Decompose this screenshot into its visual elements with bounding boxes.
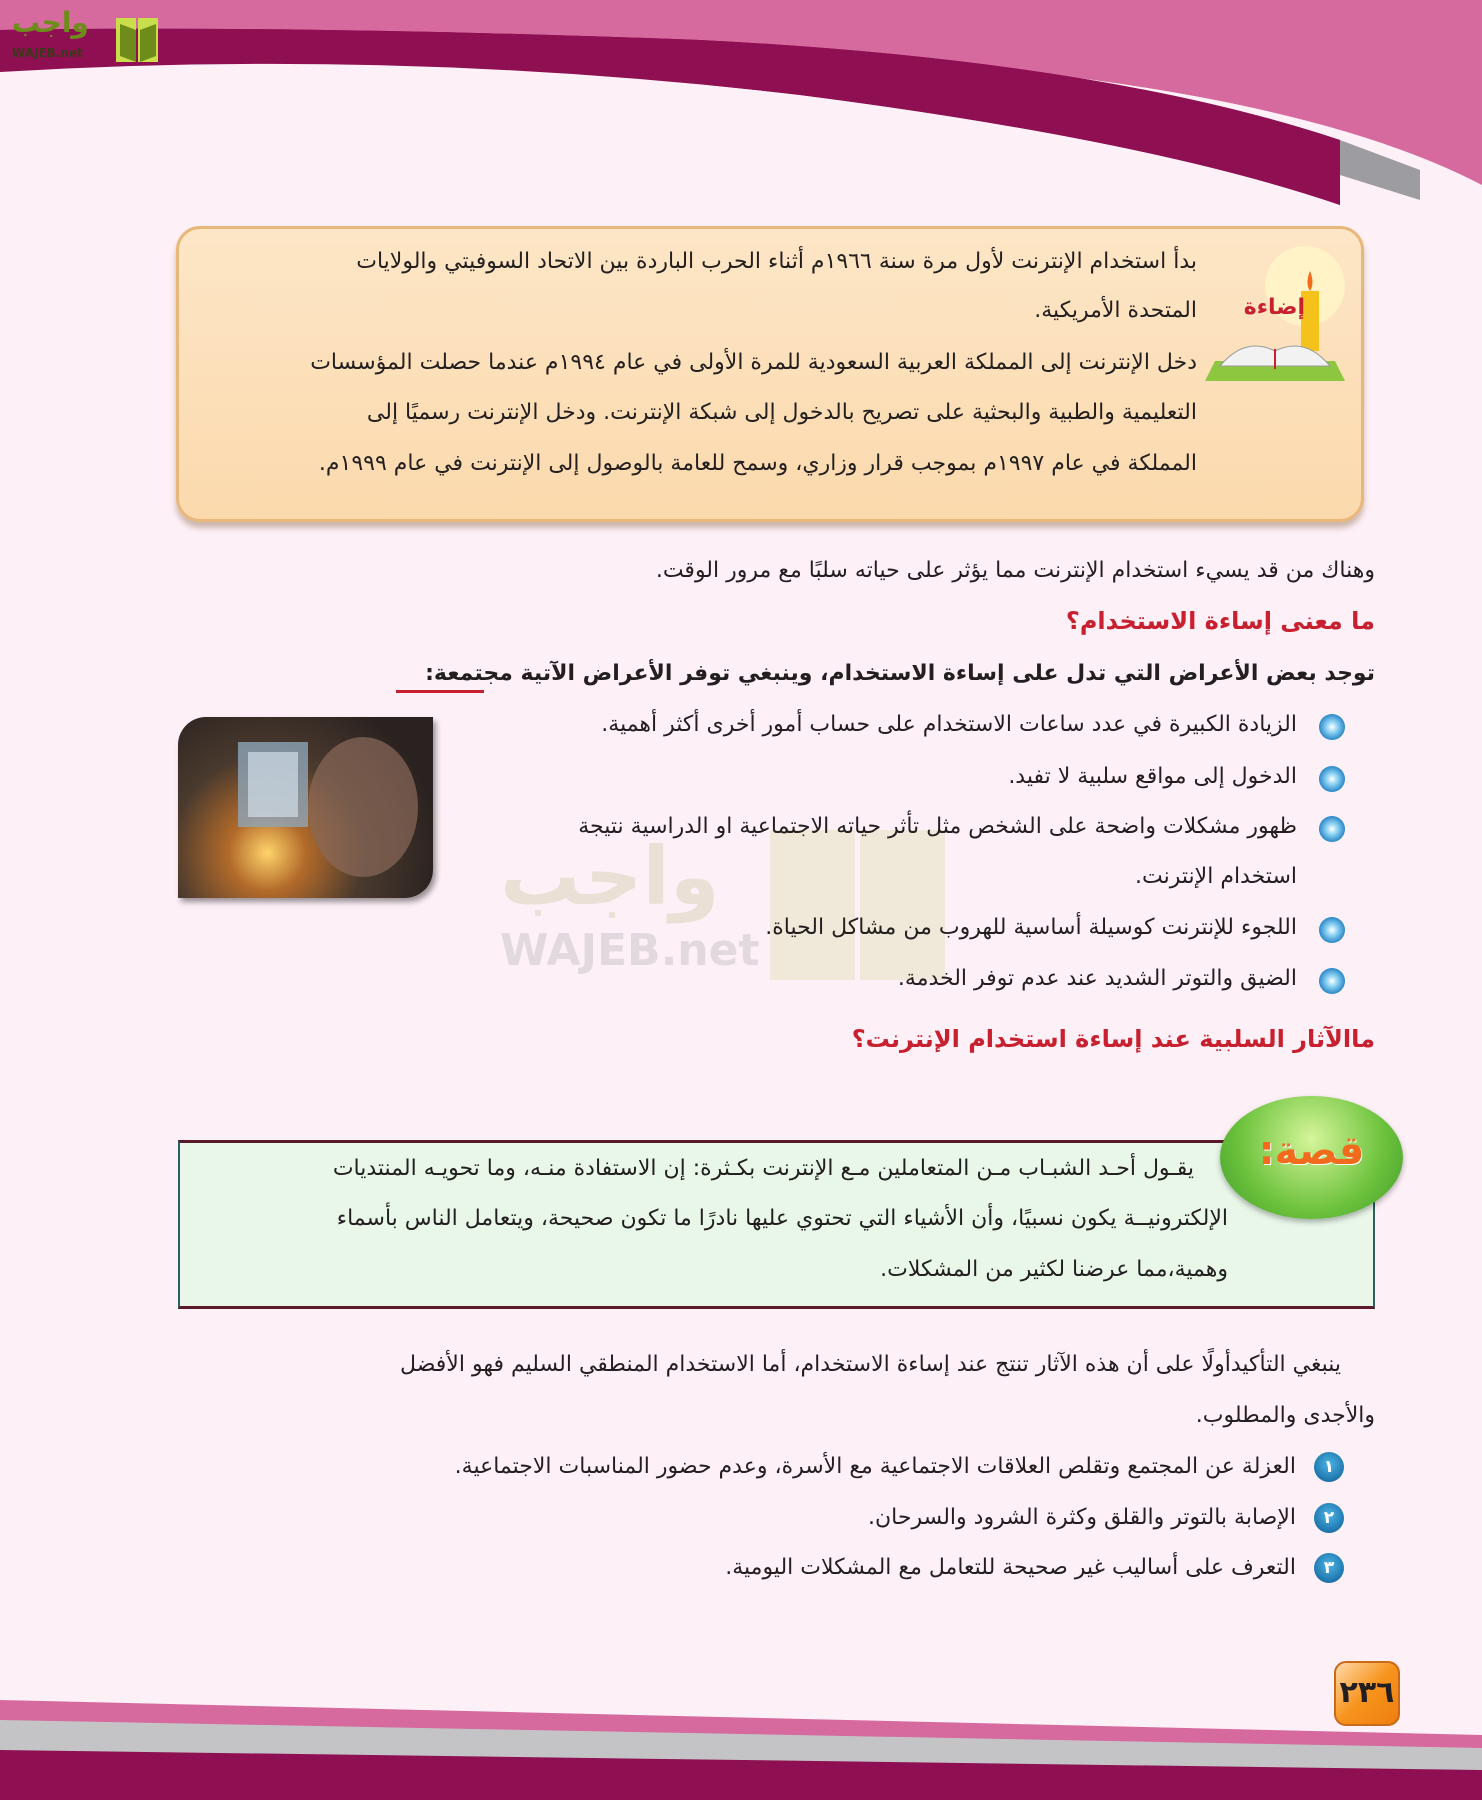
bullet-icon <box>1319 917 1345 943</box>
logo-latin: WAJEB.net <box>12 46 83 60</box>
story-title: قصة: <box>1258 1128 1365 1174</box>
symptom-item: اللجوء للإنترنت كوسيلة أساسية للهروب من مشاكل الحياة. <box>765 915 1297 940</box>
bullet-icon <box>1319 816 1345 842</box>
info-line: المملكة في عام ١٩٩٧م بموجب قرار وزاري، وسمح للعامة بالوصول إلى الإنترنت في عام ١٩٩٩م. <box>318 451 1197 476</box>
header-decoration <box>0 0 1482 220</box>
internet-addiction-photo <box>178 717 433 898</box>
bullet-icon <box>1319 968 1345 994</box>
candle-book-icon <box>1205 241 1345 391</box>
logo-arabic: واجب <box>12 6 89 39</box>
bullet-icon <box>1319 766 1345 792</box>
symptom-item: الدخول إلى مواقع سلبية لا تفيد. <box>1008 764 1297 789</box>
story-line: وهمية،مما عرضنا لكثير من المشكلات. <box>880 1257 1228 1282</box>
number-badge: ٢ <box>1314 1503 1344 1533</box>
page-number: ٢٣٦ <box>1334 1661 1400 1726</box>
underline-mark <box>396 690 484 693</box>
heading-misuse-meaning: ما معنى إساءة الاستخدام؟ <box>1065 607 1375 635</box>
info-box-title: إضاءة <box>1243 295 1305 320</box>
conclusion-line: والأجدى والمطلوب. <box>1195 1403 1375 1428</box>
symptom-item-cont: استخدام الإنترنت. <box>1135 864 1297 889</box>
symptom-item: ظهور مشكلات واضحة على الشخص مثل تأثر حياته الاجتماعية او الدراسية نتيجة <box>578 814 1297 839</box>
footer-decoration <box>0 1700 1482 1800</box>
heading-negative-effects: ماالآثار السلبية عند إساءة استخدام الإنترنت؟ <box>851 1025 1375 1053</box>
symptom-item: الزيادة الكبيرة في عدد ساعات الاستخدام على حساب أمور أخرى أكثر أهمية. <box>601 712 1297 737</box>
bullet-icon <box>1319 714 1345 740</box>
effect-item: العزلة عن المجتمع وتقلص العلاقات الاجتماعية مع الأسرة، وعدم حضور المناسبات الاجتماعية. <box>454 1454 1296 1479</box>
symptom-item: الضيق والتوتر الشديد عند عدم توفر الخدمة. <box>897 966 1297 991</box>
intro-paragraph: وهناك من قد يسيء استخدام الإنترنت مما يؤثر على حياته سلبًا مع مرور الوقت. <box>655 558 1375 583</box>
watermark-latin: WAJEB.net <box>500 925 760 976</box>
info-line: المتحدة الأمريكية. <box>1034 298 1197 323</box>
story-line: يقـول أحـد الشبـاب مـن المتعاملين مـع الإنترنت بكـثرة: إن الاستفادة منـه، وما تحويـه المنتديات <box>332 1156 1194 1181</box>
wajeb-logo <box>8 6 188 70</box>
story-line: الإلكترونيــة يكون نسبيًا، وأن الأشياء التي تحتوي عليها نادرًا ما تكون صحيحة، ويتعامل الناس بأسماء <box>336 1206 1228 1231</box>
symptoms-intro: توجد بعض الأعراض التي تدل على إساءة الاستخدام، وينبغي توفر الأعراض الآتية مجتمعة: <box>425 661 1375 686</box>
info-line: التعليمية والطبية والبحثية على تصريح بالدخول إلى شبكة الإنترنت. ودخل الإنترنت رسميًا إلى <box>366 400 1197 425</box>
info-line: دخل الإنترنت إلى المملكة العربية السعودية للمرة الأولى في عام ١٩٩٤م عندما حصلت المؤسسات <box>310 350 1197 375</box>
conclusion-line: ينبغي التأكيدأولًا على أن هذه الآثار تنتج عند إساءة الاستخدام، أما الاستخدام المنطقي السليم فهو الأفضل <box>400 1352 1341 1377</box>
story-badge <box>1220 1096 1403 1219</box>
info-line: بدأ استخدام الإنترنت لأول مرة سنة ١٩٦٦م أثناء الحرب الباردة بين الاتحاد السوفيتي والولايات <box>356 249 1197 274</box>
effect-item: الإصابة بالتوتر والقلق وكثرة الشرود والسرحان. <box>868 1505 1296 1530</box>
number-badge: ١ <box>1314 1452 1344 1482</box>
watermark-arabic: واجب <box>500 830 720 923</box>
effect-item: التعرف على أساليب غير صحيحة للتعامل مع المشكلات اليومية. <box>725 1555 1296 1580</box>
number-badge: ٣ <box>1314 1553 1344 1583</box>
